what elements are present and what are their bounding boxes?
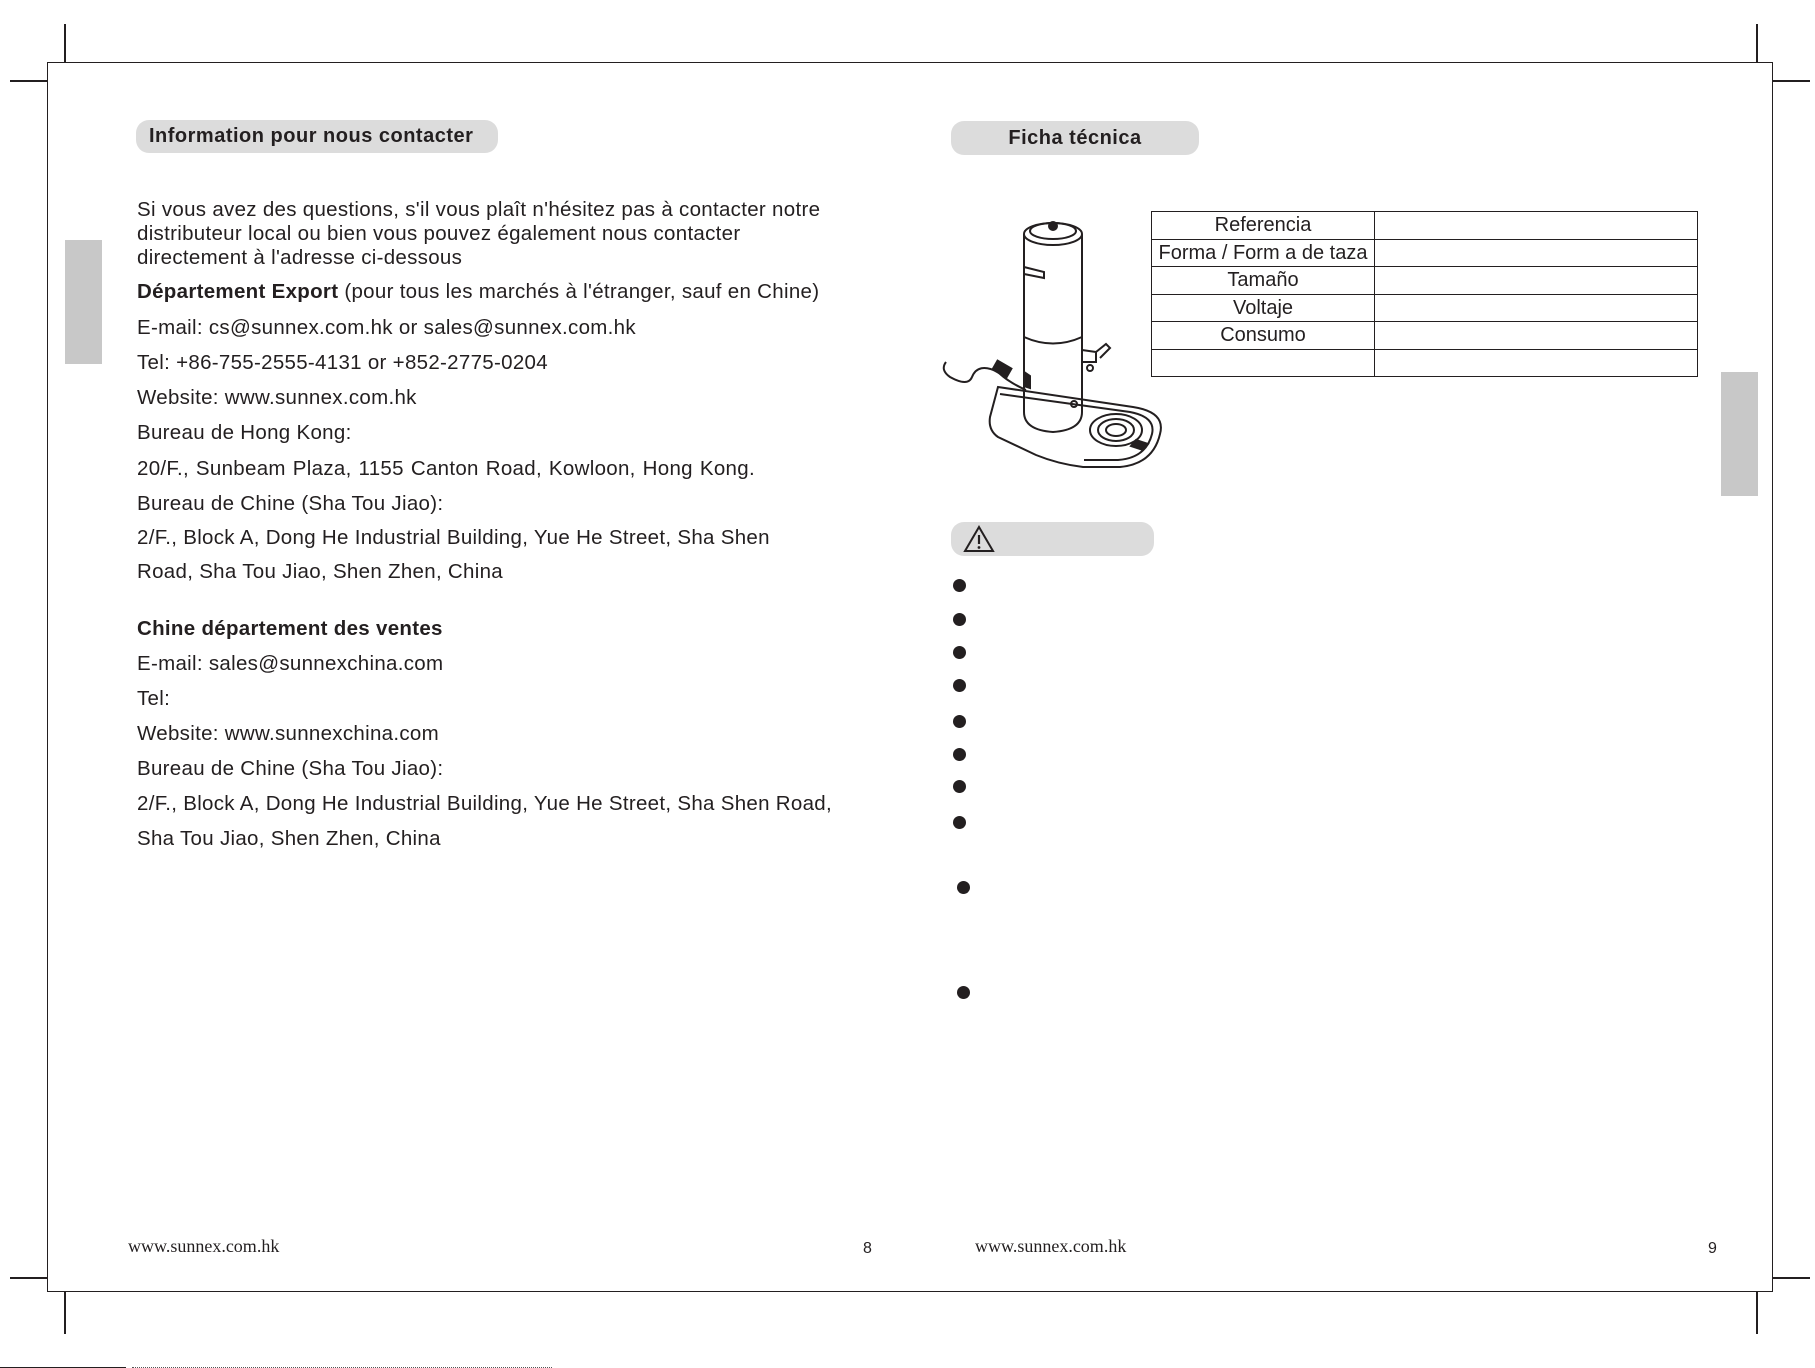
spec-label-size: Tamaño [1152, 267, 1375, 295]
export-department-suffix: (pour tous les marchés à l'étranger, sauf en Chine) [338, 280, 820, 303]
spec-label-consumption: Consumo [1152, 322, 1375, 350]
spec-table [1151, 211, 1698, 377]
list-item-bullet [953, 816, 966, 829]
table-row [1152, 349, 1698, 377]
table-row [1152, 212, 1698, 240]
contact-heading-text: Information pour nous contacter [149, 125, 474, 147]
side-tab-right [1721, 372, 1758, 496]
spec-value-size [1375, 267, 1698, 295]
list-item-bullet [953, 715, 966, 728]
china-sales-title: Chine département des ventes [137, 617, 443, 640]
crop-mark [64, 24, 66, 62]
spec-label-cup-shape: Forma / Form a de taza [1152, 239, 1375, 267]
china-sales-website: Website: www.sunnexchina.com [137, 722, 439, 745]
table-row [1152, 239, 1698, 267]
footer-url-left: www.sunnex.com.hk [128, 1236, 280, 1256]
spec-value-empty [1375, 349, 1698, 377]
list-item-bullet [957, 881, 970, 894]
china-office-address-2: Road, Sha Tou Jiao, Shen Zhen, China [137, 560, 503, 583]
china-sales-email: E-mail: sales@sunnexchina.com [137, 652, 444, 675]
spec-value-consumption [1375, 322, 1698, 350]
export-department-title: Département Export [137, 280, 339, 303]
spec-heading [951, 121, 1199, 155]
crop-mark [10, 1277, 47, 1279]
crop-mark [1773, 1277, 1810, 1279]
footer-url-right: www.sunnex.com.hk [975, 1236, 1127, 1256]
china-sales-tel: Tel: [137, 687, 171, 710]
export-department-line [137, 280, 819, 304]
china-sales-office-address-1: 2/F., Block A, Dong He Industrial Building, Yue He Street, Sha Shen Road, [137, 792, 833, 815]
side-tab-left [65, 240, 102, 364]
hk-office-label: Bureau de Hong Kong: [137, 421, 352, 444]
china-sales-office-address-2: Sha Tou Jiao, Shen Zhen, China [137, 827, 441, 850]
warning-triangle-icon [963, 525, 995, 553]
spec-value-voltage [1375, 294, 1698, 322]
list-item-bullet [953, 613, 966, 626]
list-item-bullet [953, 646, 966, 659]
water-boiler-illustration [938, 212, 1168, 472]
page-number-left: 8 [863, 1240, 872, 1257]
table-row [1152, 322, 1698, 350]
list-item-bullet [953, 679, 966, 692]
list-item-bullet [953, 780, 966, 793]
list-item-bullet [953, 579, 966, 592]
crop-mark [1756, 1292, 1758, 1334]
spec-heading-text: Ficha técnica [1008, 126, 1142, 149]
warning-heading [951, 522, 1154, 556]
china-sales-office-label: Bureau de Chine (Sha Tou Jiao): [137, 757, 444, 780]
page-number-right: 9 [1708, 1240, 1717, 1257]
crop-mark [64, 1292, 66, 1334]
list-item-bullet [957, 986, 970, 999]
spec-label-voltage: Voltaje [1152, 294, 1375, 322]
export-website: Website: www.sunnex.com.hk [137, 386, 417, 409]
china-office-address-1: 2/F., Block A, Dong He Industrial Building, Yue He Street, Sha Shen [137, 526, 770, 549]
intro-line-3: directement à l'adresse ci-dessous [137, 246, 463, 269]
spec-label-reference: Referencia [1152, 212, 1375, 240]
export-email: E-mail: cs@sunnex.com.hk or sales@sunnex.com.hk [137, 316, 636, 339]
crop-mark [10, 80, 47, 82]
contact-heading [136, 120, 498, 153]
crop-mark [1756, 24, 1758, 62]
china-office-label: Bureau de Chine (Sha Tou Jiao): [137, 492, 444, 515]
hk-office-address: 20/F., Sunbeam Plaza, 1155 Canton Road, Kowloon, Hong Kong. [137, 457, 755, 480]
crop-mark [1773, 80, 1810, 82]
spec-value-cup-shape [1375, 239, 1698, 267]
table-row [1152, 267, 1698, 295]
spec-value-reference [1375, 212, 1698, 240]
list-item-bullet [953, 748, 966, 761]
spec-label-empty [1152, 349, 1375, 377]
export-tel: Tel: +86-755-2555-4131 or +852-2775-0204 [137, 351, 548, 374]
intro-line-1: Si vous avez des questions, s'il vous plaît n'hésitez pas à contacter notre [137, 198, 821, 221]
intro-line-2: distributeur local ou bien vous pouvez également nous contacter [137, 222, 741, 245]
table-row [1152, 294, 1698, 322]
